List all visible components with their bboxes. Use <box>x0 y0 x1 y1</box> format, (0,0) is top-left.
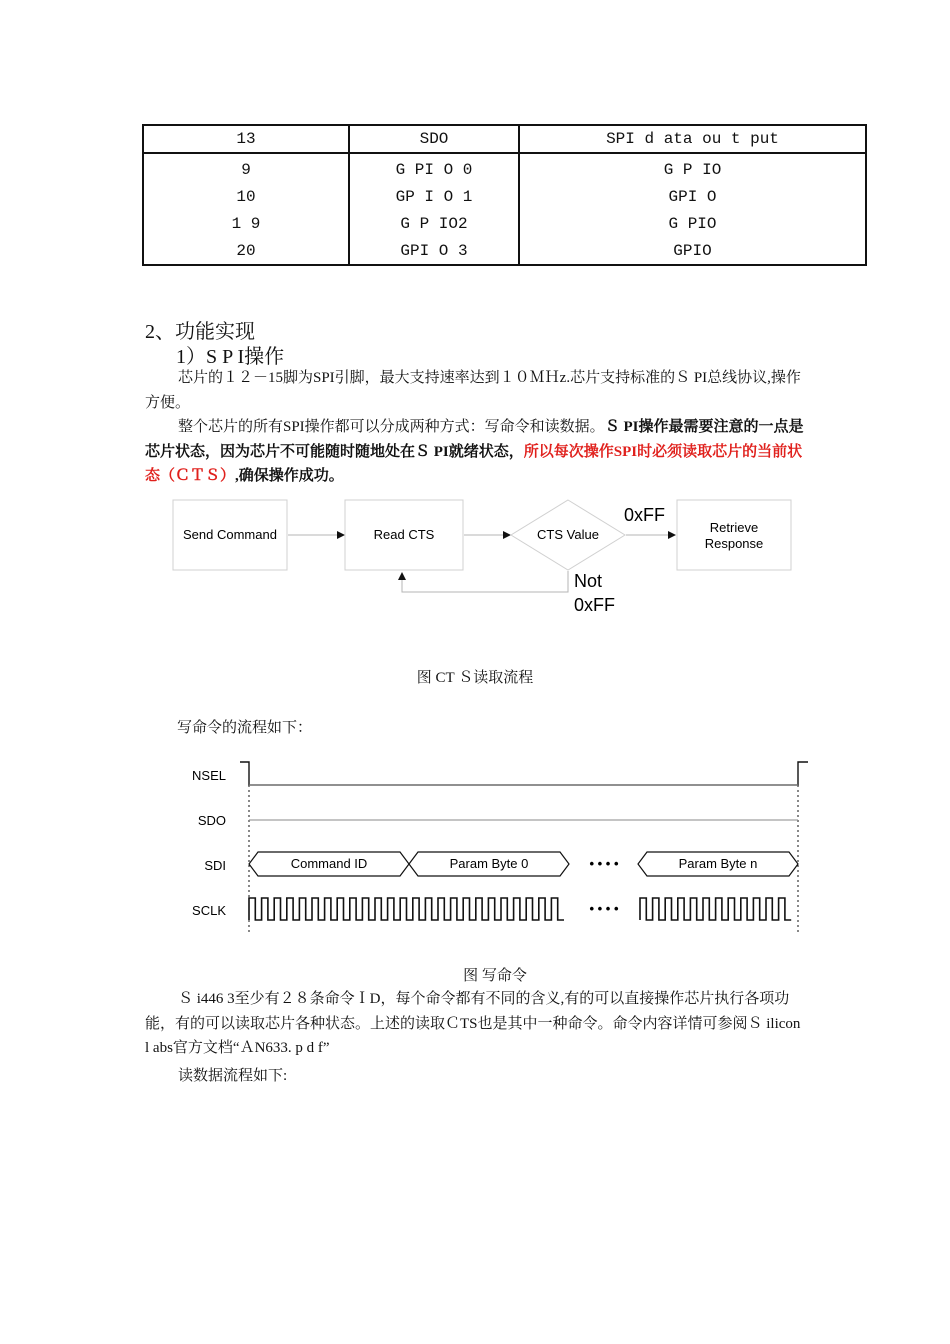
subsection-heading: 1）S P I操作 <box>176 346 285 368</box>
loop-back-arrow <box>402 571 568 592</box>
nsel-waveform <box>240 762 808 785</box>
highlight-text: 所以每次操作SPI时必须读取芯片的当前状态（ＣＴＳ） <box>145 443 803 484</box>
table-cell: G P IO <box>519 153 866 183</box>
table-cell: GPI O 3 <box>349 237 519 265</box>
table-cell: GP I O 1 <box>349 183 519 210</box>
cts-value-label: CTS Value <box>537 527 599 542</box>
paragraph-commands: Ｓ i446 3至少有２８条命令ＩD，每个命令都有不同的含义,有的可以直接操作芯片执行各项功能，有的可以读取芯片各种状态。上述的读取ＣTS也是其中一种命令。命令内容详情可参阅Ｓ ilicon l abs官方文档“ＡN633. p d f” <box>145 991 801 1056</box>
table-row <box>143 237 866 265</box>
table-row <box>143 183 866 210</box>
table-header-row <box>143 125 866 153</box>
label-not-0xff: 0xFF <box>574 595 616 615</box>
paragraph-read-intro: 读数据流程如下: <box>178 1068 288 1084</box>
command-id-label: Command ID <box>290 856 368 871</box>
sclk-waveform <box>249 898 791 920</box>
read-cts-label: Read CTS <box>373 527 435 542</box>
bold-text-end: ,确保操作成功。 <box>235 468 344 484</box>
table-row <box>143 153 866 183</box>
pin-table <box>142 124 867 266</box>
sdi-label: SDI <box>204 858 226 873</box>
param-byte-0-label: Param Byte 0 <box>449 856 529 871</box>
cts-flowchart <box>0 495 950 625</box>
table-row <box>143 210 866 237</box>
table-cell: G P IO2 <box>349 210 519 237</box>
sdo-label: SDO <box>197 813 226 828</box>
figure-caption-cts: 图 CT Ｓ读取流程 <box>416 670 534 686</box>
table-cell: GPIO <box>519 237 866 265</box>
table-cell: G PIO <box>519 210 866 237</box>
paragraph-spi-operation <box>145 415 805 489</box>
sclk-label: SCLK <box>192 903 226 918</box>
param-byte-n-label: Param Byte n <box>678 856 758 871</box>
paragraph-spi-pins: 芯片的１２－15脚为SPI引脚，最大支持速率达到１０ＭＨz.芯片支持标准的Ｓ PI总线协议,操作方便。 <box>145 370 801 411</box>
header-cell: SDO <box>349 125 519 153</box>
write-command-intro: 写命令的流程如下： <box>177 720 313 736</box>
sdi-ellipsis: • • • • <box>589 856 619 871</box>
header-cell: SPI d ata ou t put <box>519 125 866 153</box>
nsel-label: NSEL <box>192 768 226 783</box>
table-cell: 20 <box>143 237 349 265</box>
label-0xff: 0xFF <box>624 505 666 525</box>
figure-caption-write: 图 写命令 <box>463 968 527 984</box>
retrieve-response-box <box>677 500 791 570</box>
label-not: Not <box>574 571 603 591</box>
header-cell: 13 <box>143 125 349 153</box>
paragraph-text: 整个芯片的所有SPI操作都可以分成两种方式：写命令和读数据。 <box>178 419 605 435</box>
table-cell: GPI O <box>519 183 866 210</box>
send-command-label: Send Command <box>183 527 277 542</box>
table-cell: 1 9 <box>143 210 349 237</box>
retrieve-label: Retrieve <box>709 520 759 535</box>
response-label: Response <box>704 536 764 551</box>
sclk-ellipsis: • • • • <box>589 901 619 916</box>
table-cell: G PI O 0 <box>349 153 519 183</box>
table-cell: 10 <box>143 183 349 210</box>
section-heading: 2、功能实现 <box>145 321 255 343</box>
bold-text: Ｓ PI操作最需要注意的一点是芯片状态，因为芯片不可能随时随地处在Ｓ PI就绪状态， <box>145 419 804 460</box>
table-cell: 9 <box>143 153 349 183</box>
write-timing-diagram <box>0 750 950 940</box>
